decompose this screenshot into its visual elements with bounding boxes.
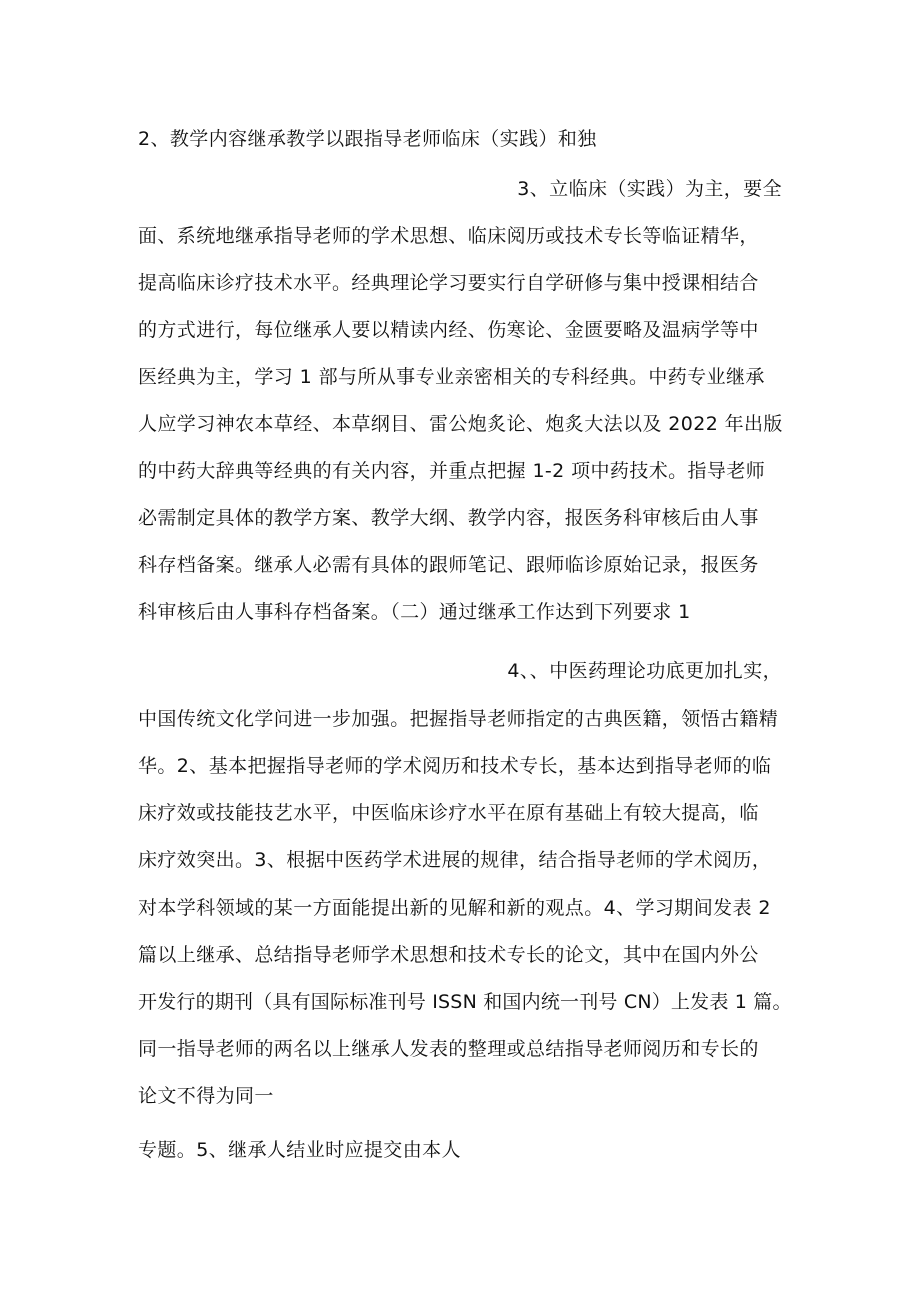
- text-line: 人应学习神农本草经、本草纲目、雷公炮炙论、炮炙大法以及 2022 年出版: [138, 413, 783, 435]
- text-line: 科审核后由人事科存档备案。（二）通过继承工作达到下列要求 1: [138, 601, 691, 623]
- text-line: 床疗效突出。3、根据中医药学术进展的规律，结合指导老师的学术阅历，: [138, 849, 772, 871]
- text-line: 对本学科领域的某一方面能提出新的见解和新的观点。4、学习期间发表 2: [138, 897, 771, 919]
- text-line: 医经典为主，学习 1 部与所从事专业亲密相关的专科经典。中药专业继承: [138, 366, 765, 388]
- text-line: 华。2、基本把握指导老师的学术阅历和技术专长，基本达到指导老师的临: [138, 755, 772, 777]
- text-line: 2、教学内容继承教学以跟指导老师临床（实践）和独: [138, 128, 597, 150]
- text-line: 床疗效或技能技艺水平，中医临床诊疗水平在原有基础上有较大提高，临: [138, 802, 759, 824]
- text-line: 科存档备案。继承人必需有具体的跟师笔记、跟师临诊原始记录，报医务: [138, 554, 759, 576]
- text-line: 3、立临床（实践）为主，要全: [517, 178, 782, 200]
- text-line: 同一指导老师的两名以上继承人发表的整理或总结指导老师阅历和专长的: [138, 1038, 759, 1060]
- text-line: 的中药大辞典等经典的有关内容，并重点把握 1-2 项中药技术。指导老师: [138, 460, 766, 482]
- text-line: 开发行的期刊（具有国际标准刊号 ISSN 和国内统一刊号 CN）上发表 1 篇。: [138, 991, 792, 1013]
- text-line: 的方式进行，每位继承人要以精读内经、伤寒论、金匮要略及温病学等中: [138, 319, 759, 341]
- text-line: 提高临床诊疗技术水平。经典理论学习要实行自学研修与集中授课相结合: [138, 272, 759, 294]
- text-line: 专题。5、继承人结业时应提交由本人: [138, 1139, 461, 1161]
- text-line: 4、、中医药理论功底更加扎实，: [507, 660, 782, 682]
- text-line: 篇以上继承、总结指导老师学术思想和技术专长的论文，其中在国内外公: [138, 944, 759, 966]
- text-line: 论文不得为同一: [138, 1085, 274, 1107]
- text-line: 面、系统地继承指导老师的学术思想、临床阅历或技术专长等临证精华，: [138, 225, 759, 247]
- text-line: 中国传统文化学问进一步加强。把握指导老师指定的古典医籍，领悟古籍精: [138, 708, 779, 730]
- text-line: 必需制定具体的教学方案、教学大纲、教学内容，报医务科审核后由人事: [138, 507, 759, 529]
